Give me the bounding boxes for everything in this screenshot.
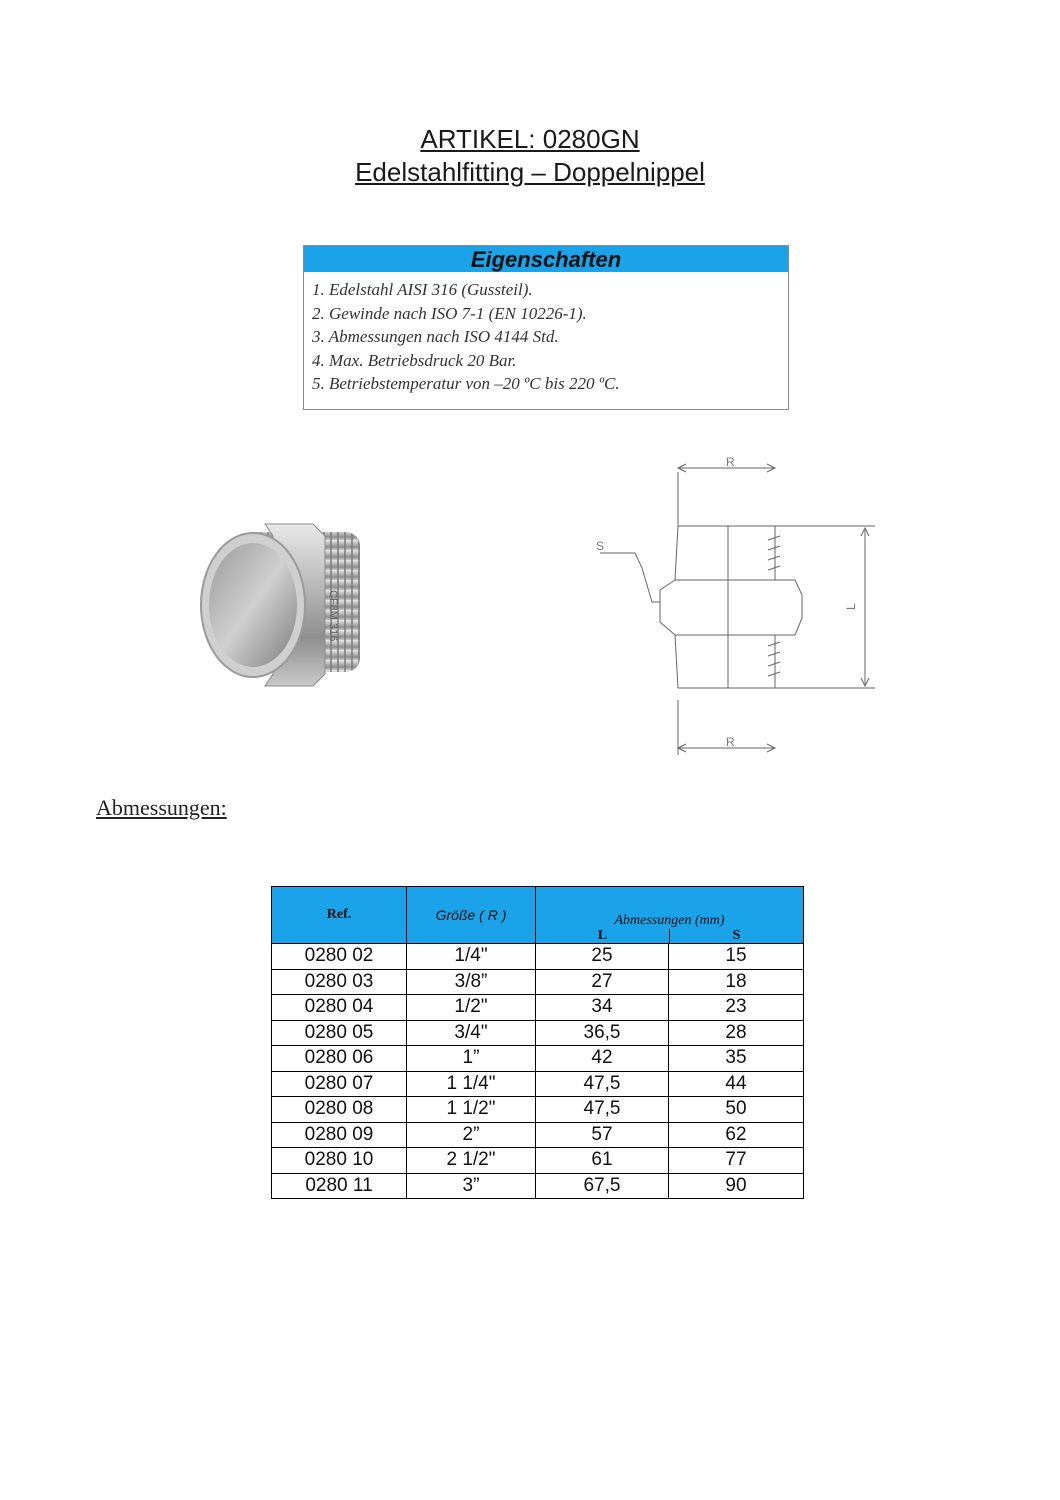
properties-box — [303, 245, 789, 410]
table-row — [272, 995, 804, 1021]
cell-length: 57 — [536, 1122, 669, 1148]
cell-length: 61 — [536, 1148, 669, 1174]
cell-hex: 18 — [669, 969, 804, 995]
table-row — [272, 1020, 804, 1046]
cell-ref: 0280 06 — [272, 1046, 407, 1072]
drawing-label-r-top: R — [726, 455, 735, 469]
property-item: 5. Betriebstemperatur von –20 ºC bis 220 ºC. — [312, 374, 620, 393]
cell-size: 3/4" — [407, 1020, 536, 1046]
cell-size: 1” — [407, 1046, 536, 1072]
property-item: 3. Abmessungen nach ISO 4144 Std. — [312, 327, 559, 346]
cell-hex: 44 — [669, 1071, 804, 1097]
cell-ref: 0280 11 — [272, 1173, 407, 1199]
table-row — [272, 944, 804, 970]
cell-size: 1/2" — [407, 995, 536, 1021]
header-dimensions-title: Abmessungen (mm) — [614, 913, 725, 928]
svg-text:CF8M 316: CF8M 316 — [327, 590, 339, 642]
properties-heading: Eigenschaften — [304, 246, 788, 272]
technical-drawing — [590, 450, 890, 780]
cell-hex: 15 — [669, 944, 804, 970]
cell-ref: 0280 10 — [272, 1148, 407, 1174]
cell-hex: 35 — [669, 1046, 804, 1072]
cell-ref: 0280 05 — [272, 1020, 407, 1046]
property-item: 2. Gewinde nach ISO 7-1 (EN 10226-1). — [312, 303, 587, 323]
cell-hex: 28 — [669, 1020, 804, 1046]
cell-length: 47,5 — [536, 1071, 669, 1097]
cell-length: 47,5 — [536, 1097, 669, 1123]
cell-ref: 0280 09 — [272, 1122, 407, 1148]
table-row — [272, 1097, 804, 1123]
cell-ref: 0280 04 — [272, 995, 407, 1021]
cell-hex: 77 — [669, 1148, 804, 1174]
cell-ref: 0280 02 — [272, 944, 407, 970]
cell-hex: 50 — [669, 1097, 804, 1123]
header-l: L — [536, 929, 670, 943]
cell-size: 2 1/2" — [407, 1148, 536, 1174]
table-row — [272, 1148, 804, 1174]
cell-size: 1 1/4" — [407, 1071, 536, 1097]
properties-list — [304, 272, 788, 396]
article-title: ARTIKEL: 0280GN — [420, 124, 640, 154]
dimensions-table — [271, 886, 804, 1199]
cell-hex: 90 — [669, 1173, 804, 1199]
table-row — [272, 1046, 804, 1072]
cell-ref: 0280 03 — [272, 969, 407, 995]
drawing-label-r-bottom: R — [726, 735, 735, 749]
cell-length: 34 — [536, 995, 669, 1021]
cell-length: 27 — [536, 969, 669, 995]
table-header-row — [272, 887, 804, 944]
cell-size: 1 1/2" — [407, 1097, 536, 1123]
property-item: 4. Max. Betriebsdruck 20 Bar. — [312, 350, 517, 370]
table-row — [272, 1122, 804, 1148]
cell-hex: 23 — [669, 995, 804, 1021]
cell-ref: 0280 08 — [272, 1097, 407, 1123]
cell-size: 3/8” — [407, 969, 536, 995]
product-subtitle: Edelstahlfitting – Doppelnippel — [355, 157, 705, 187]
cell-size: 2” — [407, 1122, 536, 1148]
header-ref: Ref. — [272, 887, 407, 944]
property-item: 1. Edelstahl AISI 316 (Gussteil). — [312, 280, 533, 299]
cell-length: 36,5 — [536, 1020, 669, 1046]
cell-length: 67,5 — [536, 1173, 669, 1199]
dimensions-heading: Abmessungen: — [96, 795, 227, 820]
header-dimensions — [536, 887, 804, 944]
cell-length: 25 — [536, 944, 669, 970]
drawing-label-s: S — [596, 539, 605, 553]
cell-size: 1/4" — [407, 944, 536, 970]
table-row — [272, 1071, 804, 1097]
header-s: S — [732, 928, 741, 943]
cell-length: 42 — [536, 1046, 669, 1072]
product-photo — [195, 510, 375, 700]
drawing-label-l: L — [844, 603, 858, 610]
cell-hex: 62 — [669, 1122, 804, 1148]
table-row — [272, 1173, 804, 1199]
header-size: Größe ( R ) — [407, 887, 536, 944]
cell-size: 3” — [407, 1173, 536, 1199]
table-row — [272, 969, 804, 995]
cell-ref: 0280 07 — [272, 1071, 407, 1097]
